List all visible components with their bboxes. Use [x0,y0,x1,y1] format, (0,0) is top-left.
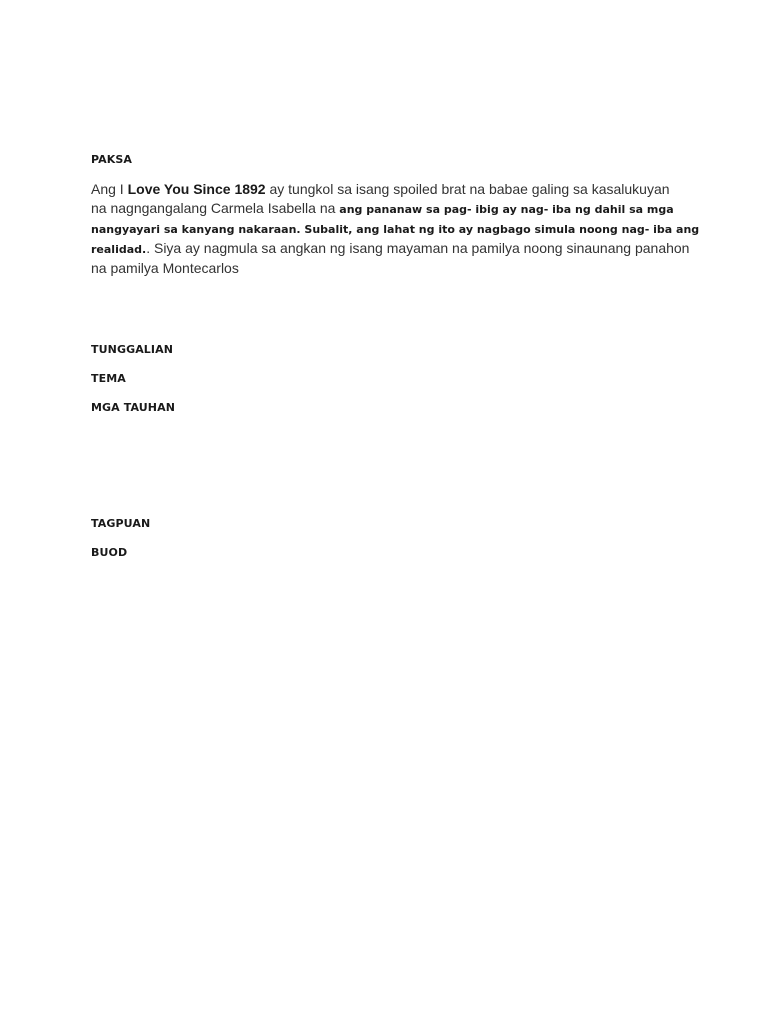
paragraph-line-3 [91,219,700,239]
paragraph-line-2 [91,199,691,219]
bold-run: nangyayari sa kanyang nakaraan. Subalit, ang lahat ng ito ay nagbago simula noong nag- iba ang [91,223,700,236]
text-run: . Siya ay nagmula sa angkan ng isang mayaman na pamilya noong sinaunang panahon [146,240,690,256]
paragraph-line-4 [91,239,691,259]
heading-tema: TEMA [91,372,126,385]
heading-paksa: PAKSA [91,153,133,166]
bold-run: ang pananaw sa pag- ibig ay nag- iba ng dahil sa mga [339,203,674,216]
title-run: Love You Since 1892 [127,181,266,197]
text-run: ay tungkol sa isang spoiled brat na babae galing sa kasalukuyan [265,181,670,197]
paragraph-line-1 [91,180,691,199]
heading-tagpuan: TAGPUAN [91,517,151,530]
paragraph-line-5 [91,259,691,278]
heading-mga-tauhan: MGA TAUHAN [91,401,175,414]
paksa-paragraph [91,180,700,278]
text-run: Ang I [91,181,128,197]
text-run: na pamilya Montecarlos [91,260,239,276]
bold-run: realidad. [91,243,147,256]
heading-buod: BUOD [91,546,128,559]
text-run: na nagngangalang Carmela Isabella na [91,200,340,216]
heading-tunggalian: TUNGGALIAN [91,343,174,356]
